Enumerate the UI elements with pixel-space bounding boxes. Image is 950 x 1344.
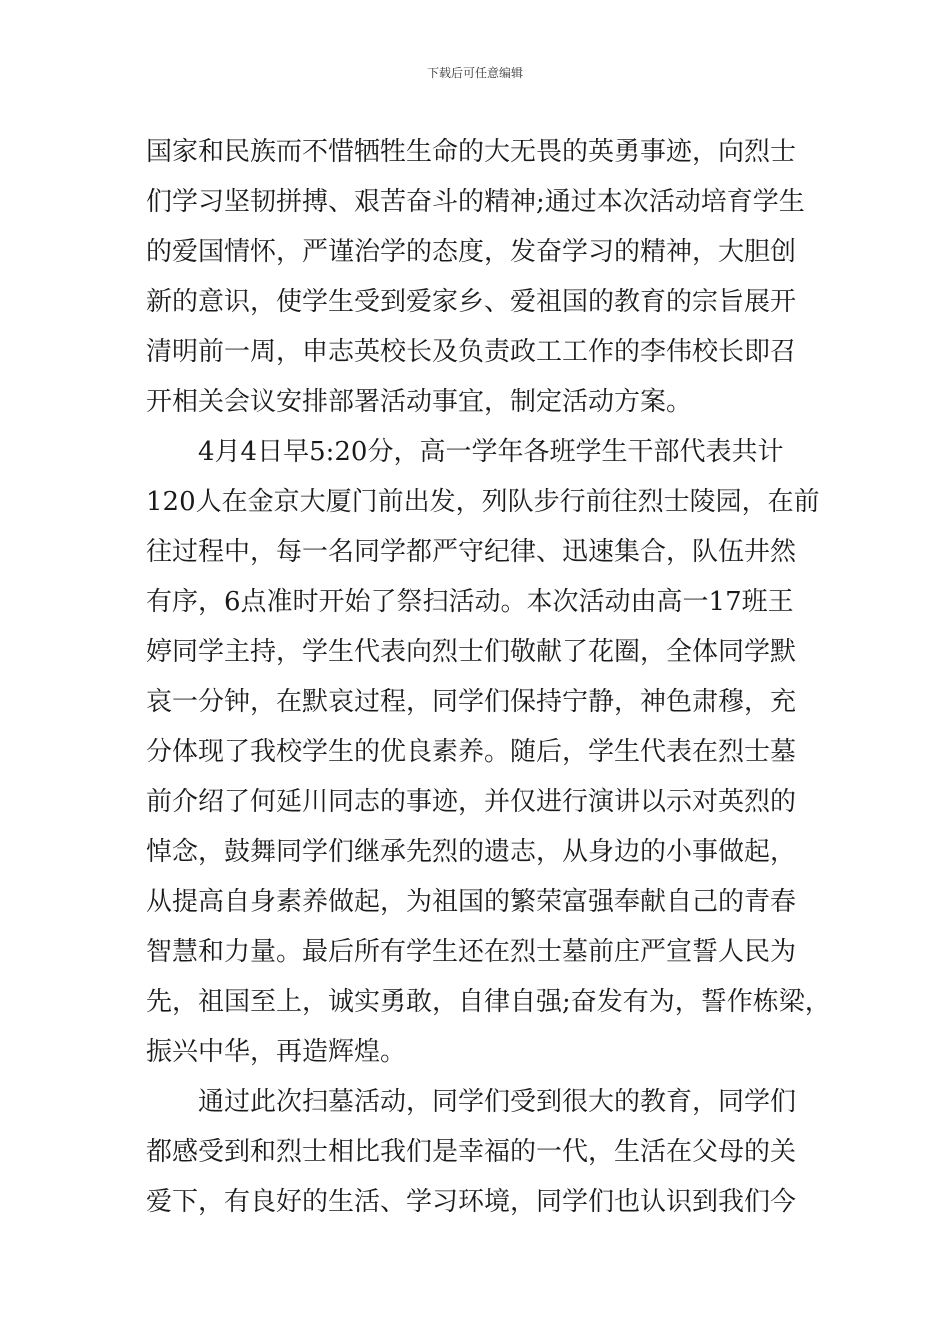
text-line: 哀一分钟，在默哀过程，同学们保持宁静，神色肃穆，充 bbox=[146, 687, 797, 717]
text-line: 爱下，有良好的生活、学习环境，同学们也认识到我们今 bbox=[146, 1187, 797, 1217]
text-line: 分体现了我校学生的优良素养。随后，学生代表在烈士墓 bbox=[146, 737, 797, 767]
text-line: 开相关会议安排部署活动事宜，制定活动方案。 bbox=[146, 387, 693, 417]
text-line: 前介绍了何延川同志的事迹，并仅进行演讲以示对英烈的 bbox=[146, 787, 797, 817]
document-body bbox=[146, 127, 831, 1227]
text-line: 悼念，鼓舞同学们继承先烈的遗志，从身边的小事做起， bbox=[146, 837, 797, 867]
text-line: 智慧和力量。最后所有学生还在烈士墓前庄严宣誓人民为 bbox=[146, 937, 797, 967]
text-line: 清明前一周，申志英校长及负责政工工作的李伟校长即召 bbox=[146, 337, 797, 367]
text-line: 婷同学主持，学生代表向烈士们敬献了花圈，全体同学默 bbox=[146, 637, 797, 667]
text-line: 振兴中华，再造辉煌。 bbox=[146, 1037, 407, 1067]
page-header: 下载后可任意编辑 bbox=[426, 66, 523, 80]
text-line: 往过程中，每一名同学都严守纪律、迅速集合，队伍井然 bbox=[146, 537, 797, 567]
text-line: 120人在金京大厦门前出发，列队步行前往烈士陵园，在前 bbox=[146, 487, 820, 517]
paragraph-first-line: 4月4日早5:20分，高一学年各班学生干部代表共计 bbox=[198, 437, 784, 467]
text-line: 的爱国情怀，严谨治学的态度，发奋学习的精神，大胆创 bbox=[146, 237, 797, 267]
text-line: 从提高自身素养做起，为祖国的繁荣富强奉献自己的青春 bbox=[146, 887, 797, 917]
text-line: 都感受到和烈士相比我们是幸福的一代，生活在父母的关 bbox=[146, 1137, 797, 1167]
text-line: 新的意识，使学生受到爱家乡、爱祖国的教育的宗旨展开 bbox=[146, 287, 797, 317]
text-line: 们学习坚韧拼搏、艰苦奋斗的精神;通过本次活动培育学生 bbox=[146, 187, 805, 217]
text-line: 国家和民族而不惜牺牲生命的大无畏的英勇事迹，向烈士 bbox=[146, 137, 797, 167]
text-line: 有序，6点准时开始了祭扫活动。本次活动由高一17班王 bbox=[146, 587, 794, 617]
text-line: 先，祖国至上，诚实勇敢，自律自强;奋发有为，誓作栋梁， bbox=[146, 987, 831, 1017]
paragraph-first-line: 通过此次扫墓活动，同学们受到很大的教育，同学们 bbox=[198, 1087, 797, 1117]
